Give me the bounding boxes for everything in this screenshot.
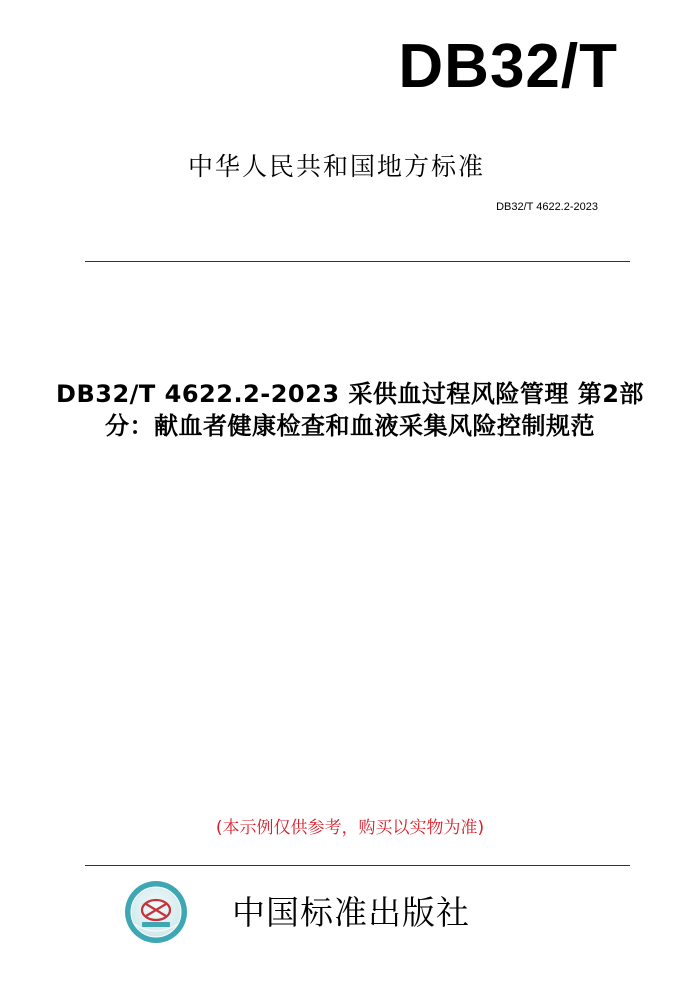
document-title-line-2: 分：献血者健康检查和血液采集风险控制规范 bbox=[105, 412, 595, 440]
publisher-name: 中国标准出版社 bbox=[232, 893, 470, 932]
standard-code-header: DB32/T bbox=[398, 32, 618, 101]
sample-disclaimer: (本示例仅供参考，购买以实物为准) bbox=[215, 818, 485, 838]
publisher-seal-logo-icon bbox=[124, 880, 188, 944]
standard-number: DB32/T 4622.2-2023 bbox=[496, 201, 598, 213]
document-title bbox=[30, 378, 670, 442]
document-title-line-1: DB32/T 4622.2-2023 采供血过程风险管理 第2部 bbox=[56, 380, 644, 408]
standard-category: 中华人民共和国地方标准 bbox=[188, 152, 486, 181]
top-divider bbox=[85, 261, 630, 262]
bottom-divider bbox=[85, 865, 630, 866]
